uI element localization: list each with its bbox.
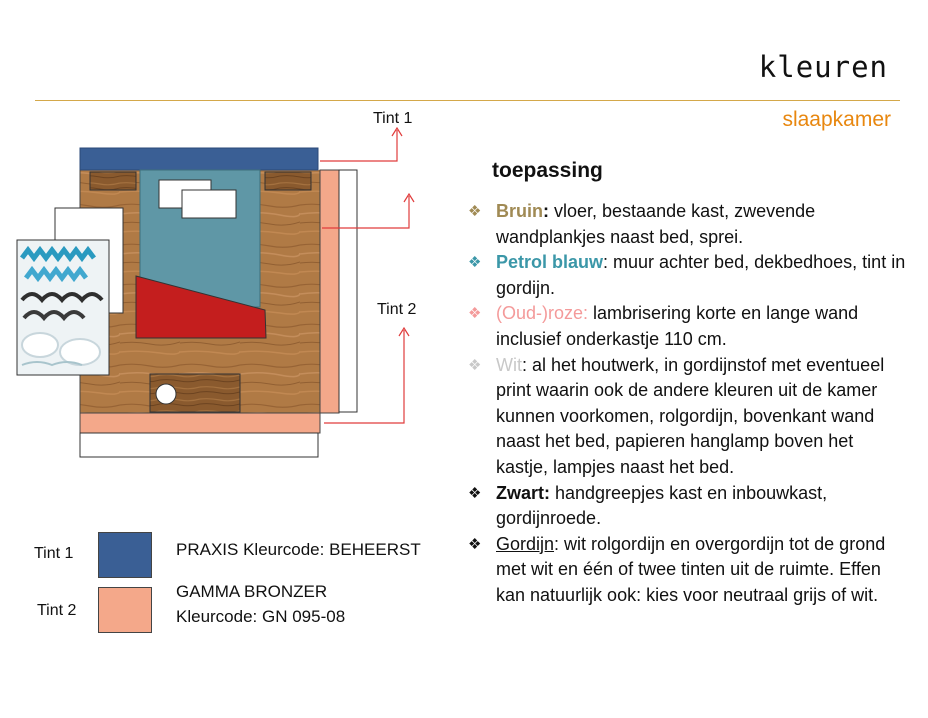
legend-tint1-swatch: [98, 532, 152, 578]
page-subtitle: slaapkamer: [782, 108, 891, 131]
list-item: [466, 250, 906, 301]
wall-tint1: [80, 148, 318, 170]
shelf-right: [265, 172, 311, 190]
bullet-icon: ❖: [468, 356, 482, 374]
right-wall-tint2: [320, 170, 339, 413]
item-text: vloer, bestaande kast, zwevende wandplankjes naast bed, sprei.: [496, 201, 816, 247]
item-text: lambrisering korte en lange wand inclusief onderkastje 110 cm.: [496, 303, 859, 349]
plan-tint2-label: Tint 2: [377, 301, 417, 318]
item-keyword: Gordijn: [496, 533, 555, 554]
fabric-sample-print: [17, 240, 109, 375]
item-text: : al het houtwerk, in gordijnstof met eventueel print waarin ook de andere kleuren uit de kamer kunnen voorkomen, rolgordijn, bovenkant wand naast het bed, papieren hanglamp boven het kastje, lampjes naast het bed.: [496, 354, 885, 477]
hanging-lamp: [156, 384, 176, 404]
shelf-left: [90, 172, 136, 190]
item-text: : muur achter bed, dekbedhoes, tint in gordijn.: [496, 252, 906, 298]
right-wall-white: [339, 170, 357, 412]
item-text: handgreepjes kast en inbouwkast, gordijnroede.: [496, 482, 828, 529]
bullet-icon: ❖: [468, 254, 482, 272]
legend-tint2-text-1: GAMMA BRONZER: [176, 582, 328, 601]
item-keyword: Bruin: [496, 201, 543, 221]
plan-tint1-label: Tint 1: [373, 110, 413, 127]
legend-tint2-text-2: Kleurcode: GN 095-08: [176, 607, 346, 626]
item-text: : wit rolgordijn en overgordijn tot de grond met wit en één of twee tinten uit de ruimte. Effen kan natuurlijk ook: kies voor neutraal grijs of wit.: [496, 533, 886, 605]
item-keyword: Wit: [496, 354, 522, 375]
item-suffix: :: [543, 201, 549, 221]
legend-tint2-label: Tint 2: [37, 602, 77, 619]
bullet-icon: ❖: [468, 535, 482, 553]
list-item: [466, 532, 906, 609]
bottom-wall-white: [80, 433, 318, 457]
bullet-icon: ❖: [468, 484, 482, 502]
usage-list: [466, 199, 906, 609]
bottom-wall-tint2: [80, 413, 320, 433]
list-item: [466, 199, 906, 250]
usage-heading: toepassing: [492, 159, 603, 182]
pillow-2: [182, 190, 236, 218]
page-title: kleuren: [758, 50, 888, 84]
list-item: [466, 353, 906, 481]
legend-tint1-text: PRAXIS Kleurcode: BEHEERST: [176, 540, 421, 559]
item-keyword: (Oud-)roze:: [496, 303, 589, 324]
legend-tint1-label: Tint 1: [34, 545, 74, 562]
legend-tint2-swatch: [98, 587, 152, 633]
item-keyword: Zwart:: [496, 482, 550, 503]
list-item: [466, 301, 906, 352]
item-keyword: Petrol blauw: [496, 252, 604, 273]
bullet-icon: ❖: [468, 203, 482, 220]
bullet-icon: ❖: [468, 305, 482, 323]
list-item: [466, 481, 906, 532]
